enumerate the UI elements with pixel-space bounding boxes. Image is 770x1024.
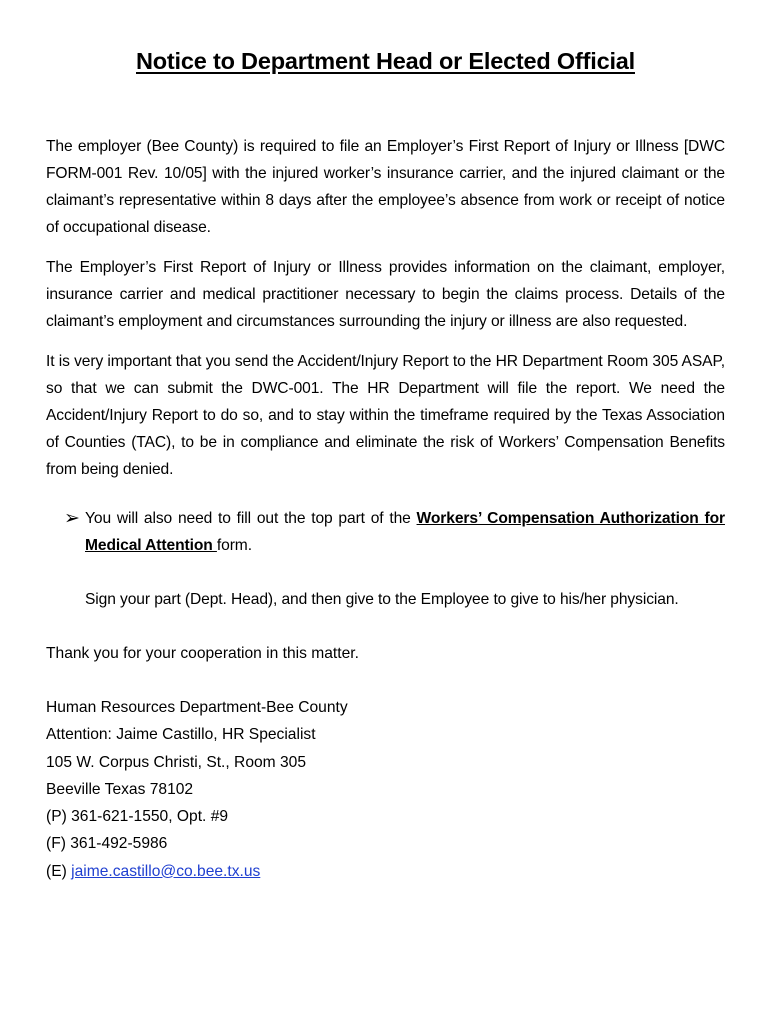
form-name: Workers’ Compensation Authorization for Medical Attention [85,510,725,554]
contact-email-prefix: (E) [46,862,72,880]
paragraph-report-description: The Employer’s First Report of Injury or Illness provides information on the claimant, employer, insurance carrier and medical practitioner necessary to begin the claims process. Details of the claimant’s employment and circumstances surrounding the injury or illness are also requested. [46,259,725,330]
paragraph-employer-requirement: The employer (Bee County) is required to file an Employer’s First Report of Injury or Illness [DWC FORM-001 Rev. 10/05] with the injured worker’s insurance carrier, and the injured claimant or the claimant’s representative within 8 days after the employee’s absence from work or receipt of notice of occupational disease. [46,138,725,236]
contact-fax: (F) 361-492-5986 [46,835,168,853]
sign-instructions: Sign your part (Dept. Head), and then give to the Employee to give to his/her physician. [85,591,679,608]
bullet-text-before: You will also need to fill out the top part of the [85,510,417,527]
contact-department: Human Resources Department-Bee County [46,699,348,716]
email-link[interactable]: jaime.castillo@co.bee.tx.us [71,862,261,880]
page-title: Notice to Department Head or Elected Official [136,48,635,74]
contact-city: Beeville Texas 78102 [46,780,194,798]
bullet-text [85,505,725,559]
contact-attention: Attention: Jaime Castillo, HR Specialist [46,726,316,744]
contact-phone: (P) 361-621-1550, Opt. #9 [46,808,229,826]
arrow-bullet-icon: ➢ [64,508,80,529]
paragraph-important-notice: It is very important that you send the Accident/Injury Report to the HR Department Room 305 ASAP, so that we can submit the DWC-001. The HR Department will file the report. We need the Accident/Injury Report to do so, and to stay within the timeframe required by the Texas Association of Counties (TAC), to be in compliance and eliminate the risk of Workers’ Compensation Benefits from being denied. [46,353,725,478]
contact-email-line [46,858,725,885]
bullet-text-after: form. [216,537,252,554]
contact-street: 105 W. Corpus Christi, St., Room 305 [46,753,306,771]
contact-block [46,694,725,885]
thank-you-line: Thank you for your cooperation in this matter. [46,645,359,662]
bullet-item-authorization-form [46,505,725,613]
